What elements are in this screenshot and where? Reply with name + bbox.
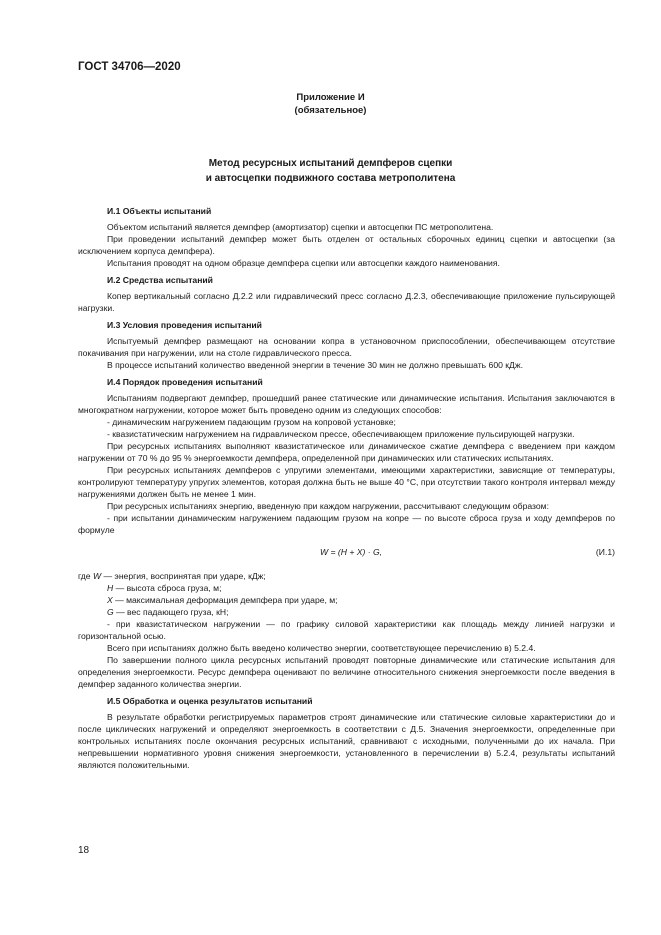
section-heading-5: И.5 Обработка и оценка результатов испытаний: [107, 696, 313, 706]
section-heading-2: И.2 Средства испытаний: [107, 275, 213, 285]
list-item: - квазистатическим нагружением на гидравлическом прессе, обеспечивающем приложение пульсирующей нагрузки.: [107, 429, 575, 439]
standard-designation: ГОСТ 34706—2020: [78, 61, 181, 73]
paragraph: При ресурсных испытаниях энергию, введенную при каждом нагружении, рассчитывают следующим образом:: [107, 501, 549, 511]
paragraph: Объектом испытаний является демпфер (амортизатор) сцепки и автосцепки ПС метрополитена.: [107, 222, 494, 232]
paragraph: Испытаниям подвергают демпфер, прошедший ранее статические или динамические испытания. Испытания заключаются в многократном нагружении, которое может быть проведено одним из следующих способов:: [78, 393, 615, 415]
definition-h: H — высота сброса груза, м;: [107, 583, 222, 593]
list-item: - при испытании динамическим нагружением падающим грузом на копре — по высоте сброса груза и ходу демпферов по формуле: [78, 513, 615, 535]
definition-x: X — максимальная деформация демпфера при ударе, м;: [107, 595, 338, 605]
list-item: - при квазистатическом нагружении — по графику силовой характеристики как площадь между линией нагрузки и горизонтальной осью.: [78, 619, 615, 641]
paragraph: При проведении испытаний демпфер может быть отделен от остальных сборочных единиц сцепки и автосцепки (за исключением корпуса демпфера).: [78, 234, 615, 256]
document-title-line-2: и автосцепки подвижного состава метрополитена: [205, 173, 456, 184]
paragraph: Испытания проводят на одном образце демпфера сцепки или автосцепки каждого наименования.: [107, 258, 500, 268]
definition-g: G — вес падающего груза, кН;: [107, 607, 229, 617]
paragraph: Всего при испытаниях должно быть введено количество энергии, соответствующее перечислению в) 5.2.4.: [107, 643, 536, 653]
appendix-title: Приложение И: [296, 92, 365, 103]
document-title-line-1: Метод ресурсных испытаний демпферов сцепки: [208, 158, 453, 169]
formula-row: [78, 544, 615, 566]
paragraph: При ресурсных испытаниях выполняют квазистатическое или динамическое сжатие демпфера с введением при каждом нагружении от 70 % до 95 % энергоемкости демпфера, определенной при динамических или статических испытаниях.: [78, 441, 615, 463]
paragraph: По завершении полного цикла ресурсных испытаний проводят повторные динамические или статические испытания для определения энергоемкости. Ресурс демпфера оценивают по величине относительного снижения энергоемкости после введения в демпфер заданного количества энергии.: [78, 655, 615, 689]
paragraph: Копер вертикальный согласно Д.2.2 или гидравлический пресс согласно Д.2.3, обеспечивающие приложение пульсирующей нагрузки.: [78, 291, 615, 313]
section-heading-4: И.4 Порядок проведения испытаний: [107, 377, 263, 387]
document-body: [78, 203, 615, 771]
section-heading-3: И.3 Условия проведения испытаний: [107, 320, 262, 330]
definition-w: где W — энергия, воспринятая при ударе, кДж;: [78, 571, 266, 581]
appendix-status: (обязательное): [294, 105, 367, 116]
formula-number: (И.1): [595, 547, 615, 557]
section-heading-1: И.1 Объекты испытаний: [107, 206, 212, 216]
paragraph: В процессе испытаний количество введенной энергии в течение 30 мин не должно превышать 600 кДж.: [107, 360, 523, 370]
formula: W = (H + X) · G,: [320, 547, 383, 557]
paragraph: В результате обработки регистрируемых параметров строят динамические или статические силовые характеристики до и после циклических нагружений и определяют энергоемкость в соответствии с Д.5. Значения энергоемкости, определенные при контрольных испытаниях после окончания ресурсных испытаний, сравнивают с исходными, полученными до их начала. При непревышении нормативного уровня снижения энергоемкости, установленного в перечислении в) 5.2.4, результаты испытаний являются положительными.: [78, 712, 615, 770]
page-number: 18: [78, 845, 90, 856]
list-item: - динамическим нагружением падающим грузом на копровой установке;: [107, 417, 396, 427]
paragraph: Испытуемый демпфер размещают на основании копра в установочном приспособлении, обеспечивающем отсутствие покачивания при нагружении, или на столе гидравлического пресса.: [78, 336, 615, 358]
paragraph: При ресурсных испытаниях демпферов с упругими элементами, имеющими характеристики, зависящие от температуры, контролируют температуру упругих элементов, которая должна быть не выше 40 °С, при отсутствии такого контроля интервал между нагружениями должен быть не менее 1 мин.: [78, 465, 615, 499]
